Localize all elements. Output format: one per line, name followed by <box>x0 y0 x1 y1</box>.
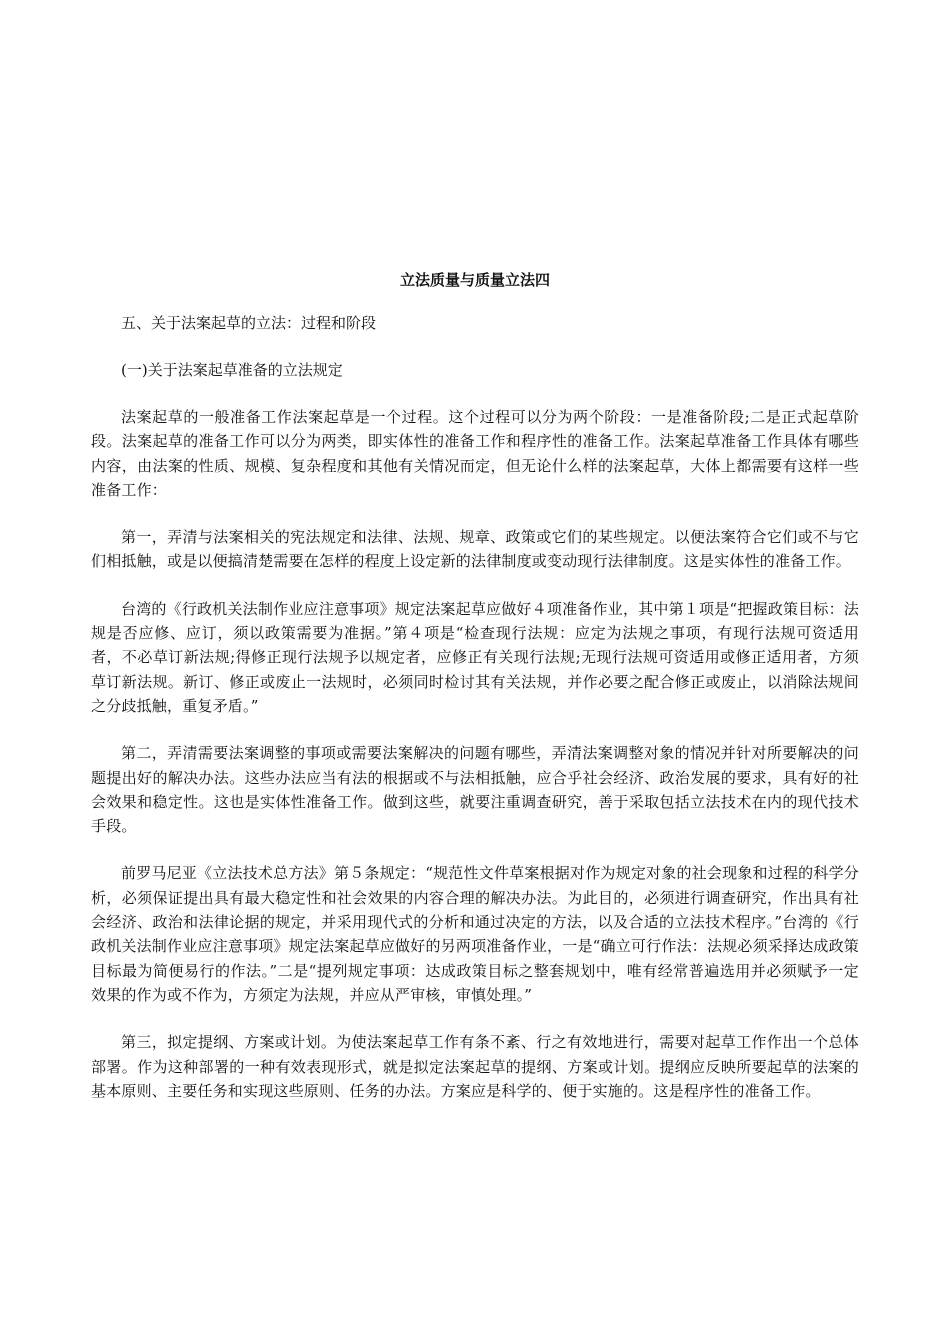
paragraph-taiwan-rules: 台湾的《行政机关法制作业应注意事项》规定法案起草应做好４项准备作业，其中第１项是“把握政策目标：法规是否应修、应订，须以政策需要为准据。”第４项是“检查现行法规：应定为法规之事项，有现行法规可资适用者，不必草订新法规;得修正现行法规予以规定者，应修正有关现行法规;无现行法规可资适用或修正适用者，方须草订新法规。新订、修正或废止一法规时，必须同时检讨其有关法规，并作必要之配合修正或废止，以消除法规间之分歧抵触，重复矛盾。” <box>91 599 859 715</box>
document-page <box>91 268 859 1126</box>
paragraph-second-step: 第二，弄清需要法案调整的事项或需要法案解决的问题有哪些，弄清法案调整对象的情况并针对所要解决的问题提出好的解决办法。这些办法应当有法的根据或不与法相抵触，应合乎社会经济、政治发展的要求，具有好的社会效果和稳定性。这也是实体性准备工作。做到这些，就要注重调查研究，善于采取包括立法技术在内的现代技术手段。 <box>91 744 859 836</box>
section-heading: 五、关于法案起草的立法：过程和阶段 <box>121 314 377 332</box>
subsection-heading: (一)关于法案起草准备的立法规定 <box>121 361 343 379</box>
paragraph-first-step: 第一，弄清与法案相关的宪法规定和法律、法规、规章、政策或它们的某些规定。以便法案符合它们或不与它们相抵触，或是以便搞清楚需要在怎样的程度上设定新的法律制度或变动现行法律制度。这是实体性的准备工作。 <box>91 528 859 571</box>
document-title: 立法质量与质量立法四 <box>399 271 550 289</box>
paragraph-third-step: 第三，拟定提纲、方案或计划。为使法案起草工作有条不紊、行之有效地进行，需要对起草工作作出一个总体部署。作为这种部署的一种有效表现形式，就是拟定法案起草的提纲、方案或计划。提纲应反映所要起草的法案的基本原则、主要任务和实现这些原则、任务的办法。方案应是科学的、便于实施的。这是程序性的准备工作。 <box>91 1033 859 1100</box>
paragraph-preparation-overview: 法案起草的一般准备工作法案起草是一个过程。这个过程可以分为两个阶段：一是准备阶段;二是正式起草阶段。法案起草的准备工作可以分为两类，即实体性的准备工作和程序性的准备工作。法案起草准备工作具体有哪些内容，由法案的性质、规模、复杂程度和其他有关情况而定，但无论什么样的法案起草，大体上都需要有这样一些准备工作： <box>91 408 859 499</box>
paragraph-romania-rules: 前罗马尼亚《立法技术总方法》第５条规定：“规范性文件草案根据对作为规定对象的社会现象和过程的科学分析，必须保证提出具有最大稳定性和社会效果的内容合理的解决办法。为此目的，必须进行调查研究，作出具有社会经济、政治和法律论据的规定，并采用现代式的分析和通过决定的方法，以及合适的立法技术程序。”台湾的《行政机关法制作业应注意事项》规定法案起草应做好的另两项准备作业，一是“确立可行作法：法规必须采择达成政策目标最为简便易行的作法。”二是“提列规定事项：达成政策目标之整套规划中，唯有经常普遍选用并必须赋予一定效果的作为或不作为，方须定为法规，并应从严审核，审慎处理。” <box>91 864 859 1004</box>
